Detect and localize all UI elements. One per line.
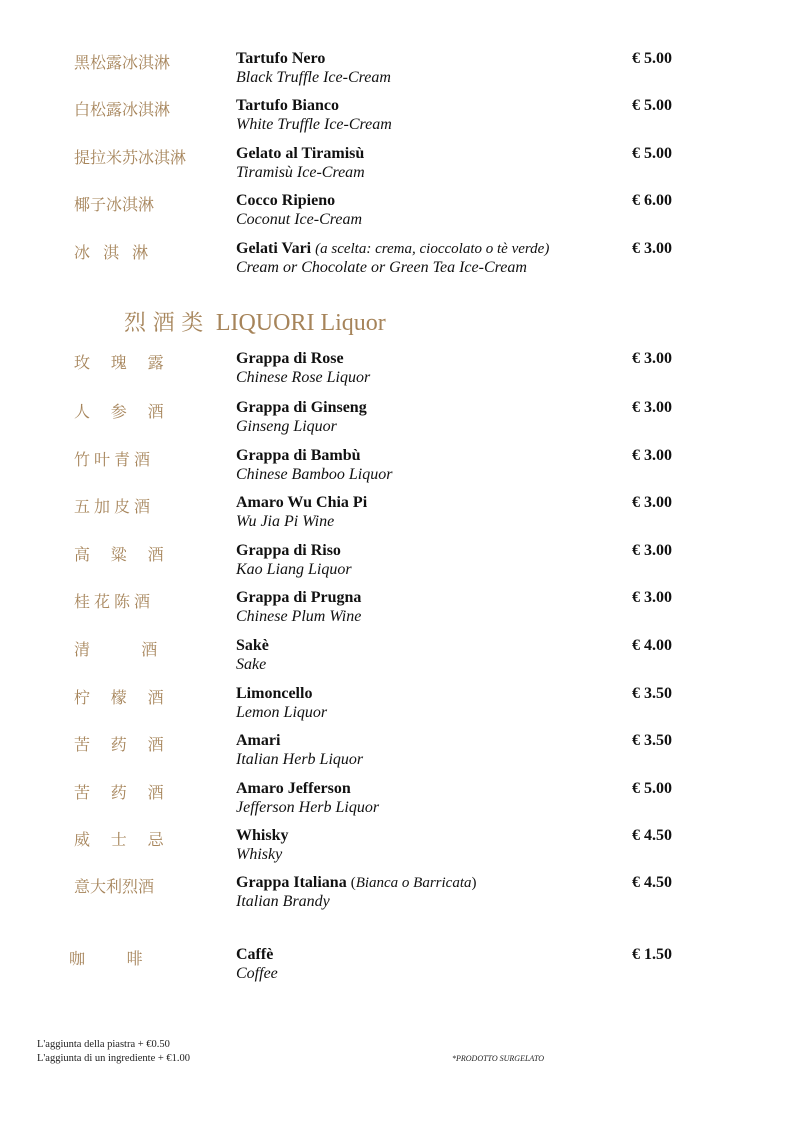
item-chinese-name: 咖啡: [69, 949, 185, 968]
menu-item: [0, 494, 793, 538]
item-italian-name: Amaro Wu Chia Pi: [236, 494, 368, 511]
item-price: € 3.00: [632, 399, 672, 416]
menu-item: [0, 780, 793, 824]
menu-item-coffee: [0, 946, 793, 990]
item-italian-name: Tartufo Nero: [236, 50, 326, 67]
item-chinese-name: 五加皮酒: [74, 497, 155, 516]
item-chinese-name: 人参酒: [74, 402, 185, 421]
item-italian-name: Grappa di Ginseng: [236, 399, 367, 416]
menu-item: [0, 827, 793, 871]
item-chinese-name: 意大利烈酒: [74, 877, 155, 896]
item-italian-name-text: Gelati Vari: [236, 240, 312, 257]
paren-open: (: [350, 875, 356, 891]
surcharge-ingredient: L'aggiunta di un ingrediente + €1.00: [37, 1053, 191, 1064]
item-note: (a scelta: crema, cioccolato o tè verde): [315, 241, 550, 257]
item-chinese-name: 玫瑰露: [74, 353, 185, 372]
menu-item: [0, 637, 793, 681]
item-english-name: Sake: [236, 656, 267, 673]
item-price: € 3.00: [632, 494, 672, 511]
item-chinese-name: 柠檬酒: [74, 688, 185, 707]
item-english-name: Ginseng Liquor: [236, 418, 337, 435]
item-note-text: Bianca o Barricata: [355, 875, 472, 891]
menu-item: [0, 399, 793, 443]
item-english-name: White Truffle Ice-Cream: [236, 116, 392, 133]
item-price: € 4.00: [632, 637, 672, 654]
item-price: € 4.50: [632, 827, 672, 844]
item-italian-name: Tartufo Bianco: [236, 97, 339, 114]
menu-item: [0, 350, 793, 394]
menu-item: [0, 732, 793, 776]
item-italian-name: Cocco Ripieno: [236, 192, 336, 209]
menu-item: [0, 589, 793, 633]
item-price: € 3.00: [632, 240, 672, 257]
item-price: € 3.00: [632, 542, 672, 559]
menu-item: [0, 240, 793, 284]
item-price: € 3.00: [632, 447, 672, 464]
item-chinese-name: 苦药酒: [74, 735, 185, 754]
item-english-name: Chinese Rose Liquor: [236, 369, 371, 386]
item-english-name: Chinese Bamboo Liquor: [236, 466, 393, 483]
item-italian-name: Limoncello: [236, 685, 313, 702]
menu-item: [0, 685, 793, 729]
item-italian-name: Sakè: [236, 637, 269, 654]
frozen-product-note: *PRODOTTO SURGELATO: [452, 1054, 545, 1063]
item-chinese-name: 威士忌: [74, 830, 185, 849]
item-price: € 1.50: [632, 946, 672, 963]
item-chinese-name: 高粱酒: [74, 545, 185, 564]
item-price: € 4.50: [632, 874, 672, 891]
section-title-english: Liquor: [320, 310, 386, 336]
item-price: € 3.00: [632, 589, 672, 606]
item-note: [351, 875, 477, 891]
item-italian-name: Amari: [236, 732, 281, 749]
item-italian-name: Grappa di Prugna: [236, 589, 362, 606]
item-english-name: Cream or Chocolate or Green Tea Ice-Cream: [236, 259, 527, 276]
item-italian-name: Gelato al Tiramisù: [236, 145, 365, 162]
item-english-name: Coffee: [236, 965, 278, 982]
item-english-name: Tiramisù Ice-Cream: [236, 164, 365, 181]
item-price: € 6.00: [632, 192, 672, 209]
item-chinese-name: 竹叶青酒: [74, 450, 155, 469]
item-italian-name: Grappa di Riso: [236, 542, 341, 559]
item-price: € 5.00: [632, 780, 672, 797]
item-price: € 5.00: [632, 145, 672, 162]
menu-item: [0, 192, 793, 236]
item-italian-name: Whisky: [236, 827, 289, 844]
menu-item: [0, 145, 793, 189]
paren-close: ): [471, 875, 477, 891]
item-english-name: Whisky: [236, 846, 283, 863]
surcharge-plate: L'aggiunta della piastra + €0.50: [37, 1039, 170, 1050]
menu-item: [0, 542, 793, 586]
item-chinese-name: 清酒: [74, 640, 209, 659]
item-english-name: Black Truffle Ice-Cream: [236, 69, 391, 86]
item-price: € 3.00: [632, 350, 672, 367]
item-price: € 5.00: [632, 50, 672, 67]
item-chinese-name: 黑松露冰淇淋: [74, 53, 171, 72]
item-italian-name: Grappa di Bambù: [236, 447, 361, 464]
item-english-name: Coconut Ice-Cream: [236, 211, 363, 228]
item-chinese-name: 白松露冰淇淋: [74, 100, 171, 119]
menu-item: [0, 50, 793, 94]
item-italian-name: Caffè: [236, 946, 274, 963]
menu-item: [0, 447, 793, 491]
item-italian-name: [236, 874, 477, 892]
item-price: € 3.50: [632, 732, 672, 749]
item-english-name: Italian Herb Liquor: [236, 751, 364, 768]
item-italian-name: [236, 240, 549, 258]
section-title-liquori: [124, 306, 386, 337]
item-italian-name: Grappa di Rose: [236, 350, 344, 367]
item-italian-name-text: Grappa Italiana: [236, 874, 347, 891]
item-chinese-name: 椰子冰淇淋: [74, 195, 155, 214]
item-chinese-name: 苦药酒: [74, 783, 185, 802]
item-italian-name: Amaro Jefferson: [236, 780, 351, 797]
item-english-name: Lemon Liquor: [236, 704, 328, 721]
menu-item: [0, 874, 793, 918]
item-english-name: Wu Jia Pi Wine: [236, 513, 335, 530]
item-english-name: Italian Brandy: [236, 893, 330, 910]
item-price: € 5.00: [632, 97, 672, 114]
item-english-name: Kao Liang Liquor: [236, 561, 352, 578]
section-title-chinese: 烈酒类: [124, 311, 210, 336]
surcharge-notes: [37, 1038, 190, 1066]
item-price: € 3.50: [632, 685, 672, 702]
item-chinese-name: 提拉米苏冰淇淋: [74, 148, 187, 167]
item-chinese-name: 桂花陈酒: [74, 592, 155, 611]
item-chinese-name: 冰 淇 淋: [74, 243, 149, 262]
menu-item: [0, 97, 793, 141]
item-english-name: Chinese Plum Wine: [236, 608, 362, 625]
item-english-name: Jefferson Herb Liquor: [236, 799, 380, 816]
section-title-italian: LIQUORI: [215, 310, 315, 336]
